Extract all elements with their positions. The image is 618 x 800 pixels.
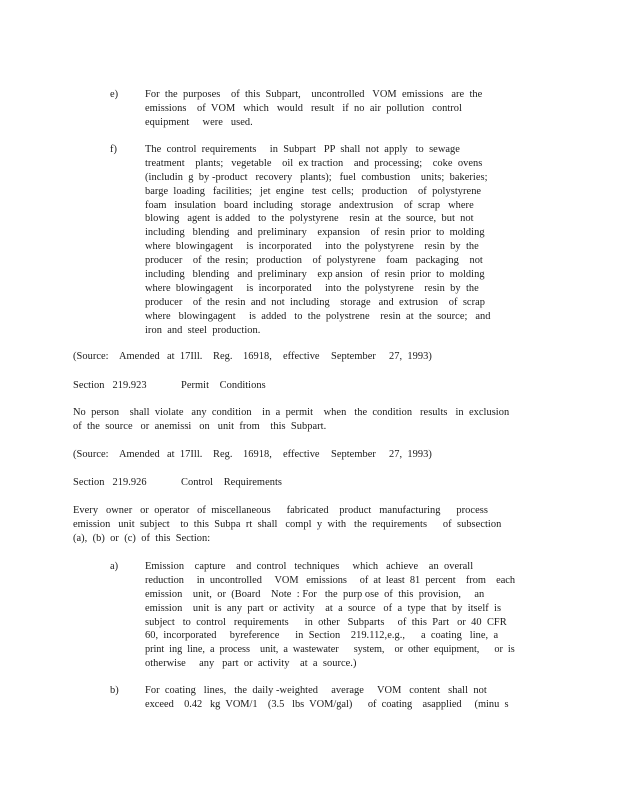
item-e-text bbox=[145, 88, 510, 130]
text-line: otherwise any part or activity at a source.) bbox=[145, 658, 357, 670]
list-item-b bbox=[110, 684, 510, 712]
source-date: 27, 1993) bbox=[389, 449, 432, 460]
source-note bbox=[73, 350, 513, 364]
text-line: For coating lines, the daily -weighted average VOM content shall not bbox=[145, 685, 487, 696]
text-line: of the source or anemissi on unit from this Subpart. bbox=[73, 420, 327, 432]
text-line: print ing line, a process unit, a wastewater system, or other equipment, or is bbox=[145, 644, 515, 656]
text-line: producer of the resin; production of polystyrene foam packaging not bbox=[145, 255, 483, 267]
text-line: emission unit, or (Board Note : For the purp ose of this provision, an bbox=[145, 588, 485, 600]
source-effective: effective bbox=[283, 449, 320, 460]
text-line: Emission capture and control techniques which achieve an overall bbox=[145, 561, 474, 572]
text-line: where blowingagent is added to the polystrene resin at the source; and bbox=[145, 310, 491, 322]
source-amended: Amended bbox=[119, 449, 160, 460]
text-line: including blending and preliminary expansion of resin prior to molding bbox=[145, 227, 485, 239]
source-page: 16918, bbox=[243, 351, 272, 362]
text-line: For the purposes of this Subpart, uncontrolled VOM emissions are the bbox=[145, 89, 483, 100]
item-marker-e: e) bbox=[110, 89, 119, 100]
section-title: Permit Conditions bbox=[181, 380, 266, 391]
source-label: (Source: bbox=[73, 351, 109, 362]
text-line: treatment plants; vegetable oil ex traction and processing; coke ovens bbox=[145, 157, 483, 169]
item-marker-b: b) bbox=[110, 685, 119, 696]
item-marker-a: a) bbox=[110, 561, 119, 572]
item-f-text bbox=[145, 143, 510, 337]
list-item-f bbox=[110, 143, 510, 339]
text-line: where blowingagent is incorporated into the polystyrene resin by the bbox=[145, 282, 479, 294]
text-line: producer of the resin and not including storage and extrusion of scrap bbox=[145, 296, 485, 308]
item-b-text bbox=[145, 684, 510, 712]
section-title: Control Requirements bbox=[181, 477, 283, 488]
text-line: (a), (b) or (c) of this Section: bbox=[73, 532, 211, 544]
text-line: emission unit is any part or activity at a source of a type that by itself is bbox=[145, 602, 502, 614]
text-line: including blending and preliminary exp ansion of resin prior to molding bbox=[145, 269, 485, 281]
item-a-text bbox=[145, 560, 515, 671]
source-effective: effective bbox=[283, 351, 320, 362]
section-heading-219-926 bbox=[73, 476, 513, 490]
text-line: reduction in uncontrolled VOM emissions of at least 81 percent from each bbox=[145, 574, 516, 586]
text-line: No person shall violate any condition in a permit when the condition results in exclusion bbox=[73, 407, 510, 418]
list-item-a bbox=[110, 560, 516, 672]
source-reg: Reg. bbox=[213, 351, 233, 362]
source-volume: at 17Ill. bbox=[167, 449, 203, 460]
text-line: exceed 0.42 kg VOM/1 (3.5 lbs VOM/gal) of coating asapplied (minu s bbox=[145, 698, 509, 710]
text-line: 60, incorporated byreference in Section 219.112,e.g., a coating line, a bbox=[145, 630, 499, 642]
source-month: September bbox=[331, 351, 376, 362]
section-number: Section 219.923 bbox=[73, 380, 147, 391]
text-line: foam insulation board including storage andextrusion of scrap where bbox=[145, 199, 474, 211]
text-line: The control requirements in Subpart PP shall not apply to sewage bbox=[145, 144, 460, 155]
source-volume: at 17Ill. bbox=[167, 351, 203, 362]
text-line: barge loading facilities; jet engine test cells; production of polystyrene bbox=[145, 185, 482, 197]
source-month: September bbox=[331, 449, 376, 460]
list-item-e bbox=[110, 88, 510, 130]
source-note bbox=[73, 448, 513, 462]
section-heading-219-923 bbox=[73, 379, 513, 393]
text-line: subject to control requirements in other Subparts of this Part or 40 CFR bbox=[145, 616, 507, 628]
text-line: emissions of VOM which would result if no air pollution control bbox=[145, 102, 462, 114]
text-line: iron and steel production. bbox=[145, 324, 261, 336]
section-number: Section 219.926 bbox=[73, 477, 147, 488]
paragraph-219-923 bbox=[73, 406, 513, 434]
text-line: blowing agent is added to the polystyrene resin at the source, but not bbox=[145, 213, 474, 225]
source-page: 16918, bbox=[243, 449, 272, 460]
paragraph-219-926 bbox=[73, 504, 513, 546]
source-date: 27, 1993) bbox=[389, 351, 432, 362]
text-line: where blowingagent is incorporated into the polystyrene resin by the bbox=[145, 241, 479, 253]
source-reg: Reg. bbox=[213, 449, 233, 460]
text-line: (includin g by -product recovery plants); fuel combustion units; bakeries; bbox=[145, 171, 488, 183]
source-label: (Source: bbox=[73, 449, 109, 460]
item-marker-f: f) bbox=[110, 144, 118, 155]
text-line: emission unit subject to this Subpa rt shall compl y with the requirements of subsection bbox=[73, 518, 502, 530]
source-amended: Amended bbox=[119, 351, 160, 362]
text-line: equipment were used. bbox=[145, 116, 253, 128]
text-line: Every owner or operator of miscellaneous fabricated product manufacturing process bbox=[73, 505, 488, 516]
